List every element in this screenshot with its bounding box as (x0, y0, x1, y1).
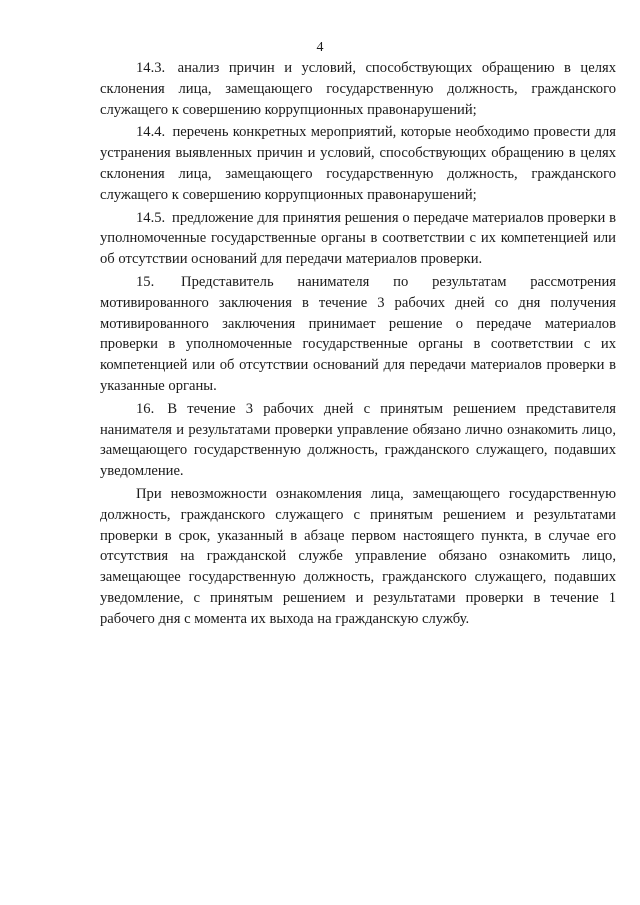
page-number: 4 (316, 40, 324, 55)
paragraph-number: 15. (136, 273, 155, 290)
paragraph-text: При невозможности ознакомления лица, замещающего государственную должность, гражданского служащего с принятым решением и результатами проверки в срок, указанный в абзаце первом настоящего пункта, в случае его отсутствия на гражданской службе управление обязано ознакомить лицо, замещающее государственную должность, гражданского служащего, подавших уведомление, с принятым решением и результатами проверки в течение 1 рабочего дня с момента их выхода на гражданскую службу. (100, 485, 616, 627)
paragraph-text: Представитель нанимателя по результатам рассмотрения мотивированного заключения в течение 3 рабочих дней со дня получения мотивированного заключения принимает решение о передаче материалов проверки в уполномоченные государственные органы в соответствии с их компетенцией или об отсутствии оснований для передачи материалов проверки в указанные органы. (100, 273, 616, 394)
paragraph-text: предложение для принятия решения о передаче материалов проверки в уполномоченные государственные органы в соответствии с их компетенцией или об отсутствии оснований для передачи материалов проверки. (100, 209, 616, 268)
paragraph-text: анализ причин и условий, способствующих обращению в целях склонения лица, замещающего государственную должность, гражданского служащего к совершению коррупционных правонарушений; (100, 60, 616, 118)
paragraph-16 (100, 399, 616, 482)
paragraph-16-second (100, 484, 616, 630)
paragraph-number: 14.4. (136, 124, 166, 141)
paragraph-14-5 (100, 208, 616, 270)
document-body (100, 58, 616, 630)
paragraph-number: 14.5. (136, 209, 166, 226)
paragraph-14-3 (100, 58, 616, 120)
paragraph-text: В течение 3 рабочих дней с принятым решением представителя нанимателя и результатами проверки управление обязано лично ознакомить лицо, замещающего государственную должность, гражданского служащего, подавших уведомление. (100, 400, 616, 480)
paragraph-number: 14.3. (136, 60, 166, 76)
paragraph-number: 16. (136, 400, 155, 417)
paragraph-14-4 (100, 122, 616, 205)
paragraph-text: перечень конкретных мероприятий, которые необходимо провести для устранения выявленных причин и условий, способствующих обращению в целях склонения лица, замещающего государственную должность, гражданского служащего к совершению коррупционных правонарушений; (100, 124, 616, 203)
paragraph-15 (100, 272, 616, 397)
